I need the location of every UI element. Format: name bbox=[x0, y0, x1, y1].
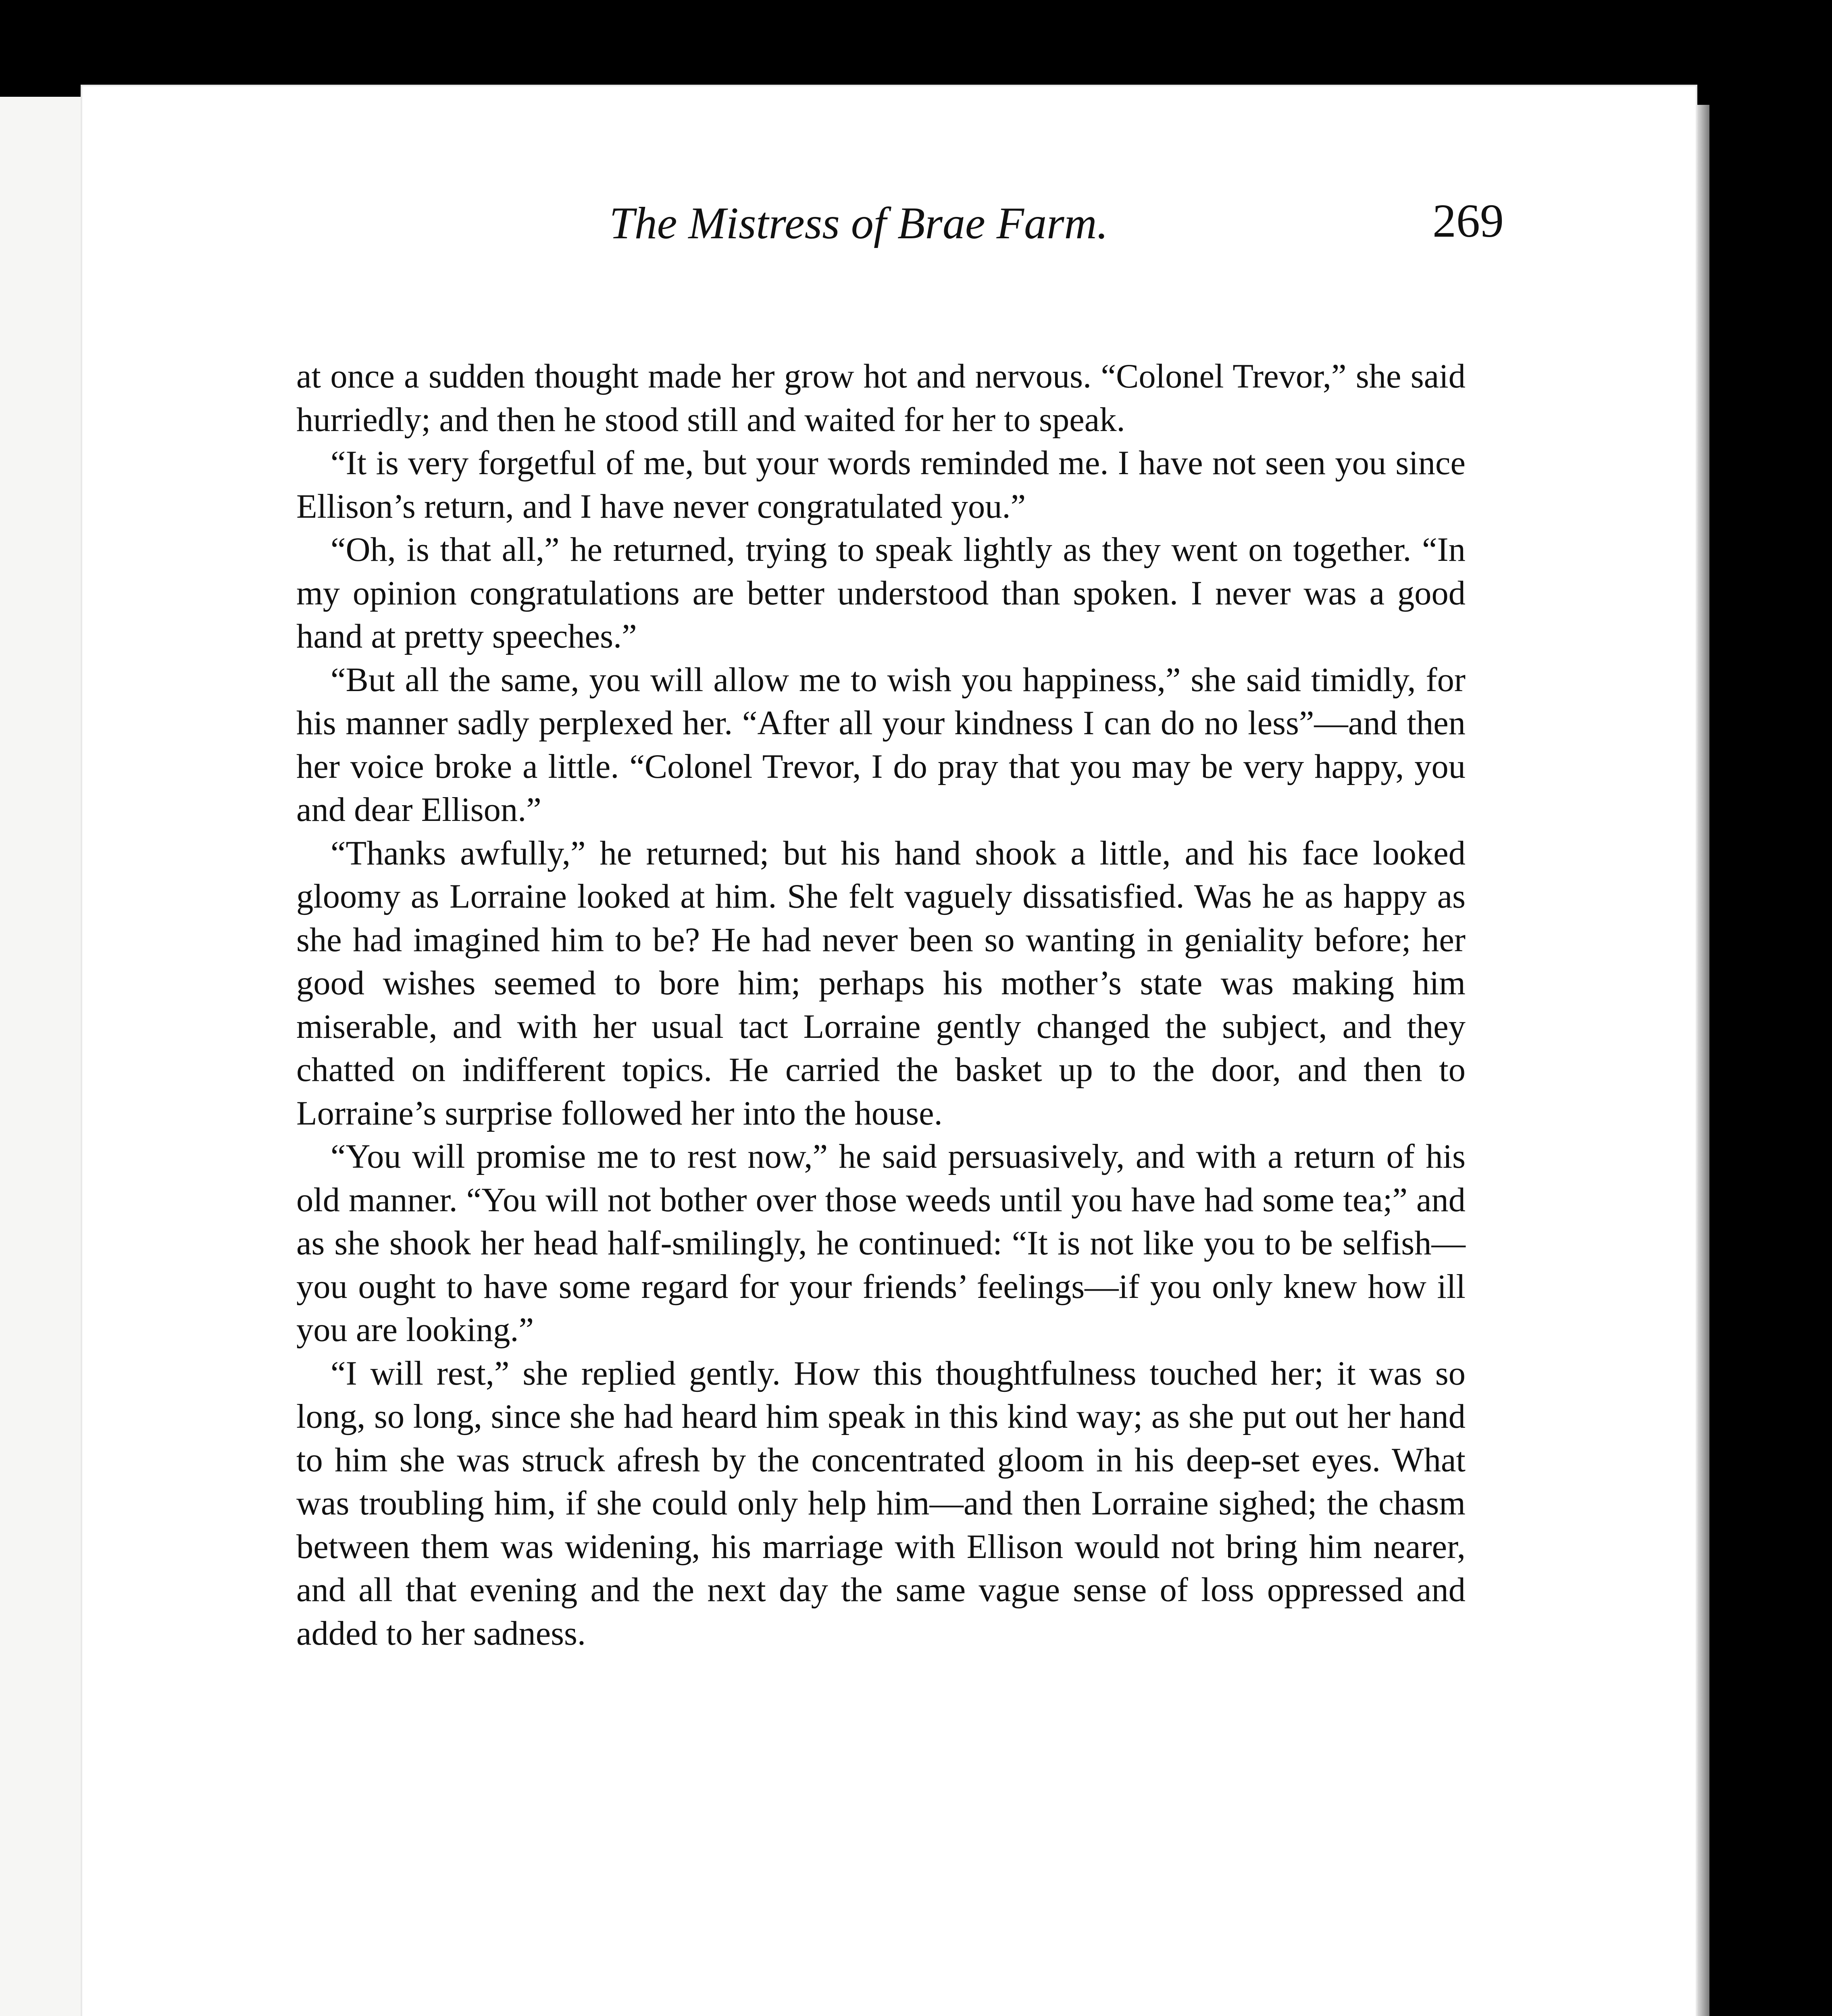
page-edge-shadow bbox=[1697, 105, 1709, 2016]
paragraph: at once a sudden thought made her grow hot and nervous. “Colonel Trevor,” she said hurriedly; and then he stood still and waited for her to speak. bbox=[296, 358, 1466, 439]
running-header bbox=[214, 190, 1504, 262]
body-text bbox=[296, 355, 1466, 1655]
paragraph: “I will rest,” she replied gently. How this thoughtfulness touched her; it was so long, so long, since she had heard him speak in this kind way; as she put out her hand to him she was struck afresh by the concentrated gloom in his deep-set eyes. What was troubling him, if she could only help him—and then Lorraine sighed; the chasm between them was widening, his marriage with Ellison would not bring him nearer, and all that evening and the next day the same vague sense of loss oppressed and added to her sadness. bbox=[296, 1354, 1466, 1652]
paragraph: “It is very forgetful of me, but your words reminded me. I have not seen you since Ellison’s return, and I have never congratulated you.” bbox=[296, 444, 1466, 525]
paragraph: “Oh, is that all,” he returned, trying to speak lightly as they went on together. “In my opinion congratulations are better understood than spoken. I never was a good hand at pretty speeches.” bbox=[296, 531, 1466, 655]
left-page-edge bbox=[0, 97, 85, 2016]
paragraph: “You will promise me to rest now,” he said persuasively, and with a return of his old manner. “You will not bother over those weeds until you have had some tea;” and as she shook her head half-smilingly, he continued: “It is not like you to be selfish—you ought to have some regard for your friends’ feelings—if you only knew how ill you are looking.” bbox=[296, 1138, 1466, 1349]
paragraph: “Thanks awfully,” he returned; but his hand shook a little, and his face looked gloomy as Lorraine looked at him. She felt vaguely dissatisfied. Was he as happy as she had imagined him to be? He had never been so wanting in geniality before; her good wishes seemed to bore him; perhaps his mother’s state was making him miserable, and with her usual tact Lorraine gently changed the subject, and they chatted on indifferent topics. He carried the basket up to the door, and then to Lorraine’s surprise followed her into the house. bbox=[296, 834, 1466, 1132]
page-number: 269 bbox=[1432, 194, 1504, 247]
paragraph: “But all the same, you will allow me to wish you happiness,” she said timidly, for his manner sadly perplexed her. “After all your kindness I can do no less”—and then her voice broke a little. “Colonel Trevor, I do pray that you may be very happy, you and dear Ellison.” bbox=[296, 661, 1466, 829]
running-title: The Mistress of Brae Farm. bbox=[609, 198, 1108, 248]
